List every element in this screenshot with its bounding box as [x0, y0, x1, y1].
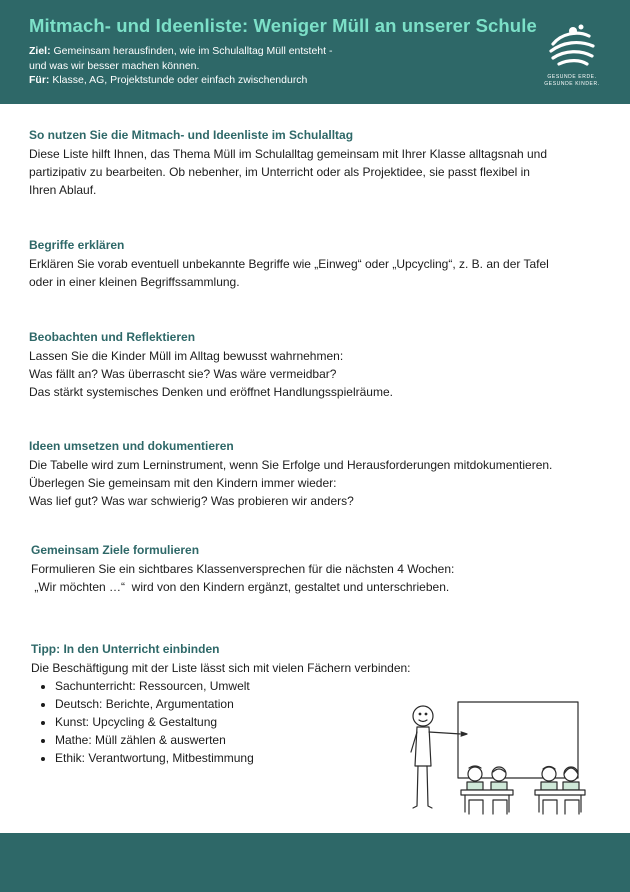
section-heading: Ideen umsetzen und dokumentieren: [29, 439, 234, 453]
list-item: • Deutsch: Berichte, Argumentation: [55, 695, 616, 713]
section-text: Das stärkt systemisches Denken und eröffnet Handlungsspielräume.: [29, 385, 393, 399]
section-text: Überlegen Sie gemeinsam mit den Kindern immer wieder:: [29, 476, 337, 490]
section-goals: [31, 542, 616, 596]
section-text: Was lief gut? Was war schwierig? Was probieren wir anders?: [29, 494, 354, 508]
teacher-classroom-illustration-icon: [403, 694, 595, 820]
list-item: • Sachunterricht: Ressourcen, Umwelt: [55, 677, 616, 695]
section-terms: [29, 237, 614, 291]
section-text: Was fällt an? Was überrascht sie? Was wäre vermeidbar?: [29, 367, 337, 381]
logo-tagline-1: GESUNDE ERDE.: [547, 74, 597, 80]
globe-logo-icon: [537, 20, 607, 78]
section-heading: Gemeinsam Ziele formulieren: [31, 543, 200, 557]
audience-line: [29, 73, 307, 87]
section-usage: [29, 127, 614, 199]
goal-label: Ziel:: [29, 45, 51, 57]
section-text: „Wir möchten …“ wird von den Kindern ergänzt, gestaltet und unterschrieben.: [31, 580, 450, 594]
footer-banner: [0, 833, 630, 892]
goal-line-2: und was wir besser machen können.: [29, 60, 200, 72]
section-heading: Beobachten und Reflektieren: [29, 330, 196, 344]
logo-tagline-2: GESUNDE KINDER.: [544, 81, 600, 87]
for-label: Für:: [29, 74, 50, 86]
list-item: • Ethik: Verantwortung, Mitbestimmung: [55, 749, 616, 767]
section-heading: Begriffe erklären: [29, 238, 125, 252]
goal-line-1: [29, 44, 332, 58]
section-heading: Tipp: In den Unterricht einbinden: [31, 642, 220, 656]
section-heading: So nutzen Sie die Mitmach- und Ideenliste im Schulalltag: [29, 128, 354, 142]
section-text: Diese Liste hilft Ihnen, das Thema Müll im Schulalltag gemeinsam mit Ihrer Klasse alltagsnah und: [29, 147, 548, 161]
section-text: Lassen Sie die Kinder Müll im Alltag bewusst wahrnehmen:: [29, 349, 344, 363]
section-text: Erklären Sie vorab eventuell unbekannte Begriffe wie „Einweg“ oder „Upcycling“, z. B. an der Tafel: [29, 257, 549, 271]
section-text: partizipativ zu bearbeiten. Ob nebenher, im Unterricht oder als Projektidee, sie passt flexibel in: [29, 165, 530, 179]
section-text: Die Tabelle wird zum Lerninstrument, wenn Sie Erfolge und Herausforderungen mitdokumentieren.: [29, 458, 553, 472]
section-text: Formulieren Sie ein sichtbares Klassenversprechen für die nächsten 4 Wochen:: [31, 562, 455, 576]
for-text: Klasse, AG, Projektstunde oder einfach zwischendurch: [52, 74, 308, 86]
section-text: oder in einer kleinen Begriffssammlung.: [29, 275, 240, 289]
section-text: Die Beschäftigung mit der Liste lässt sich mit vielen Fächern verbinden:: [31, 661, 411, 675]
section-implement: [29, 438, 614, 510]
section-observe: [29, 329, 614, 401]
page-title: Mitmach- und Ideenliste: Weniger Müll an unserer Schule: [29, 15, 537, 36]
section-text: Ihren Ablauf.: [29, 183, 97, 197]
list-item: • Mathe: Müll zählen & auswerten: [55, 731, 616, 749]
list-item: • Kunst: Upcycling & Gestaltung: [55, 713, 616, 731]
goal-text-1: Gemeinsam herausfinden, wie im Schulalltag Müll entsteht -: [53, 45, 333, 57]
header-banner: [0, 0, 630, 104]
